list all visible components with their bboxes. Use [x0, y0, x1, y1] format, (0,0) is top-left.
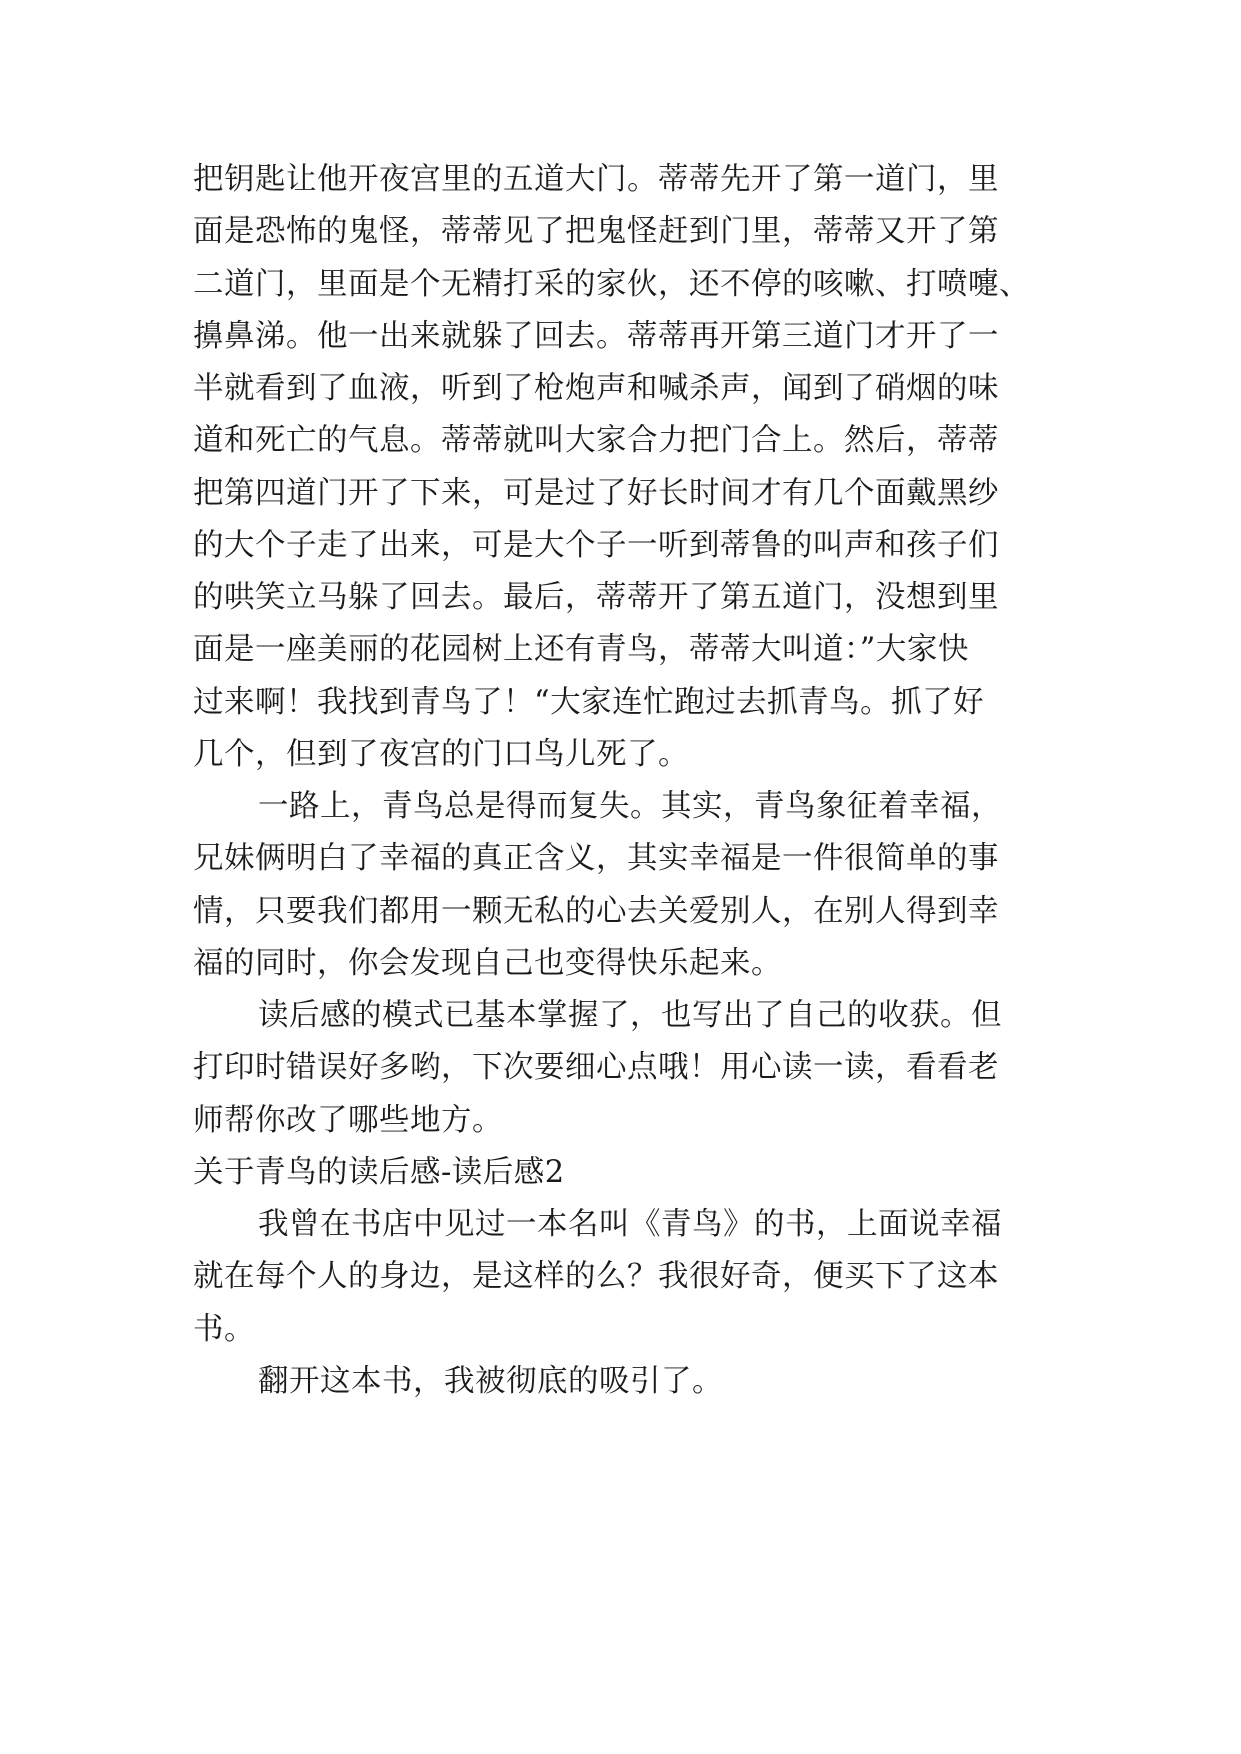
paragraph-2-line-2: 兄妹俩明白了幸福的真正含义，其实幸福是一件很简单的事 [193, 841, 999, 876]
paragraph-5-line-1: 我曾在书店中见过一本名叫《青鸟》的书，上面说幸福 [258, 1207, 1002, 1242]
paragraph-1-line-8: 的大个子走了出来，可是大个子一听到蒂鲁的叫声和孩子们 [193, 528, 999, 563]
paragraph-1-line-4: 擤鼻涕。他一出来就躲了回去。蒂蒂再开第三道门才开了一 [193, 319, 999, 354]
paragraph-1-line-12: 几个，但到了夜宫的门口鸟儿死了。 [193, 737, 689, 772]
paragraph-3-line-3: 师帮你改了哪些地方。 [193, 1103, 503, 1138]
paragraph-1-line-10: 面是一座美丽的花园树上还有青鸟，蒂蒂大叫道：”大家快 [193, 632, 969, 667]
paragraph-1-line-5: 半就看到了血液，听到了枪炮声和喊杀声，闻到了硝烟的味 [193, 371, 999, 406]
paragraph-3-line-2: 打印时错误好多哟，下次要细心点哦！用心读一读，看看老 [193, 1050, 999, 1085]
paragraph-2-line-1: 一路上，青鸟总是得而复失。其实，青鸟象征着幸福， [258, 789, 1002, 824]
paragraph-1-line-9: 的哄笑立马躲了回去。最后，蒂蒂开了第五道门，没想到里 [193, 580, 999, 615]
paragraph-5-line-2: 就在每个人的身边，是这样的么？我很好奇，便买下了这本 [193, 1259, 999, 1294]
paragraph-1-line-7: 把第四道门开了下来，可是过了好长时间才有几个面戴黑纱 [193, 476, 999, 511]
paragraph-1-line-1: 把钥匙让他开夜宫里的五道大门。蒂蒂先开了第一道门，里 [193, 162, 999, 197]
paragraph-6-line-1: 翻开这本书，我被彻底的吸引了。 [258, 1364, 723, 1399]
paragraph-1-line-3: 二道门，里面是个无精打采的家伙，还不停的咳嗽、打喷嚏、 [193, 267, 1030, 302]
section-heading: 关于青鸟的读后感-读后感2 [193, 1155, 565, 1190]
paragraph-1-line-2: 面是恐怖的鬼怪，蒂蒂见了把鬼怪赶到门里，蒂蒂又开了第 [193, 214, 999, 249]
paragraph-1-line-11: 过来啊！我找到青鸟了！“大家连忙跑过去抓青鸟。抓了好 [193, 685, 985, 720]
paragraph-2-line-4: 福的同时，你会发现自己也变得快乐起来。 [193, 946, 782, 981]
paragraph-1-line-6: 道和死亡的气息。蒂蒂就叫大家合力把门合上。然后，蒂蒂 [193, 423, 999, 458]
paragraph-5-line-3: 书。 [193, 1312, 255, 1347]
paragraph-2-line-3: 情，只要我们都用一颗无私的心去关爱别人，在别人得到幸 [193, 894, 999, 929]
paragraph-3-line-1: 读后感的模式已基本掌握了，也写出了自己的收获。但 [258, 998, 1002, 1033]
